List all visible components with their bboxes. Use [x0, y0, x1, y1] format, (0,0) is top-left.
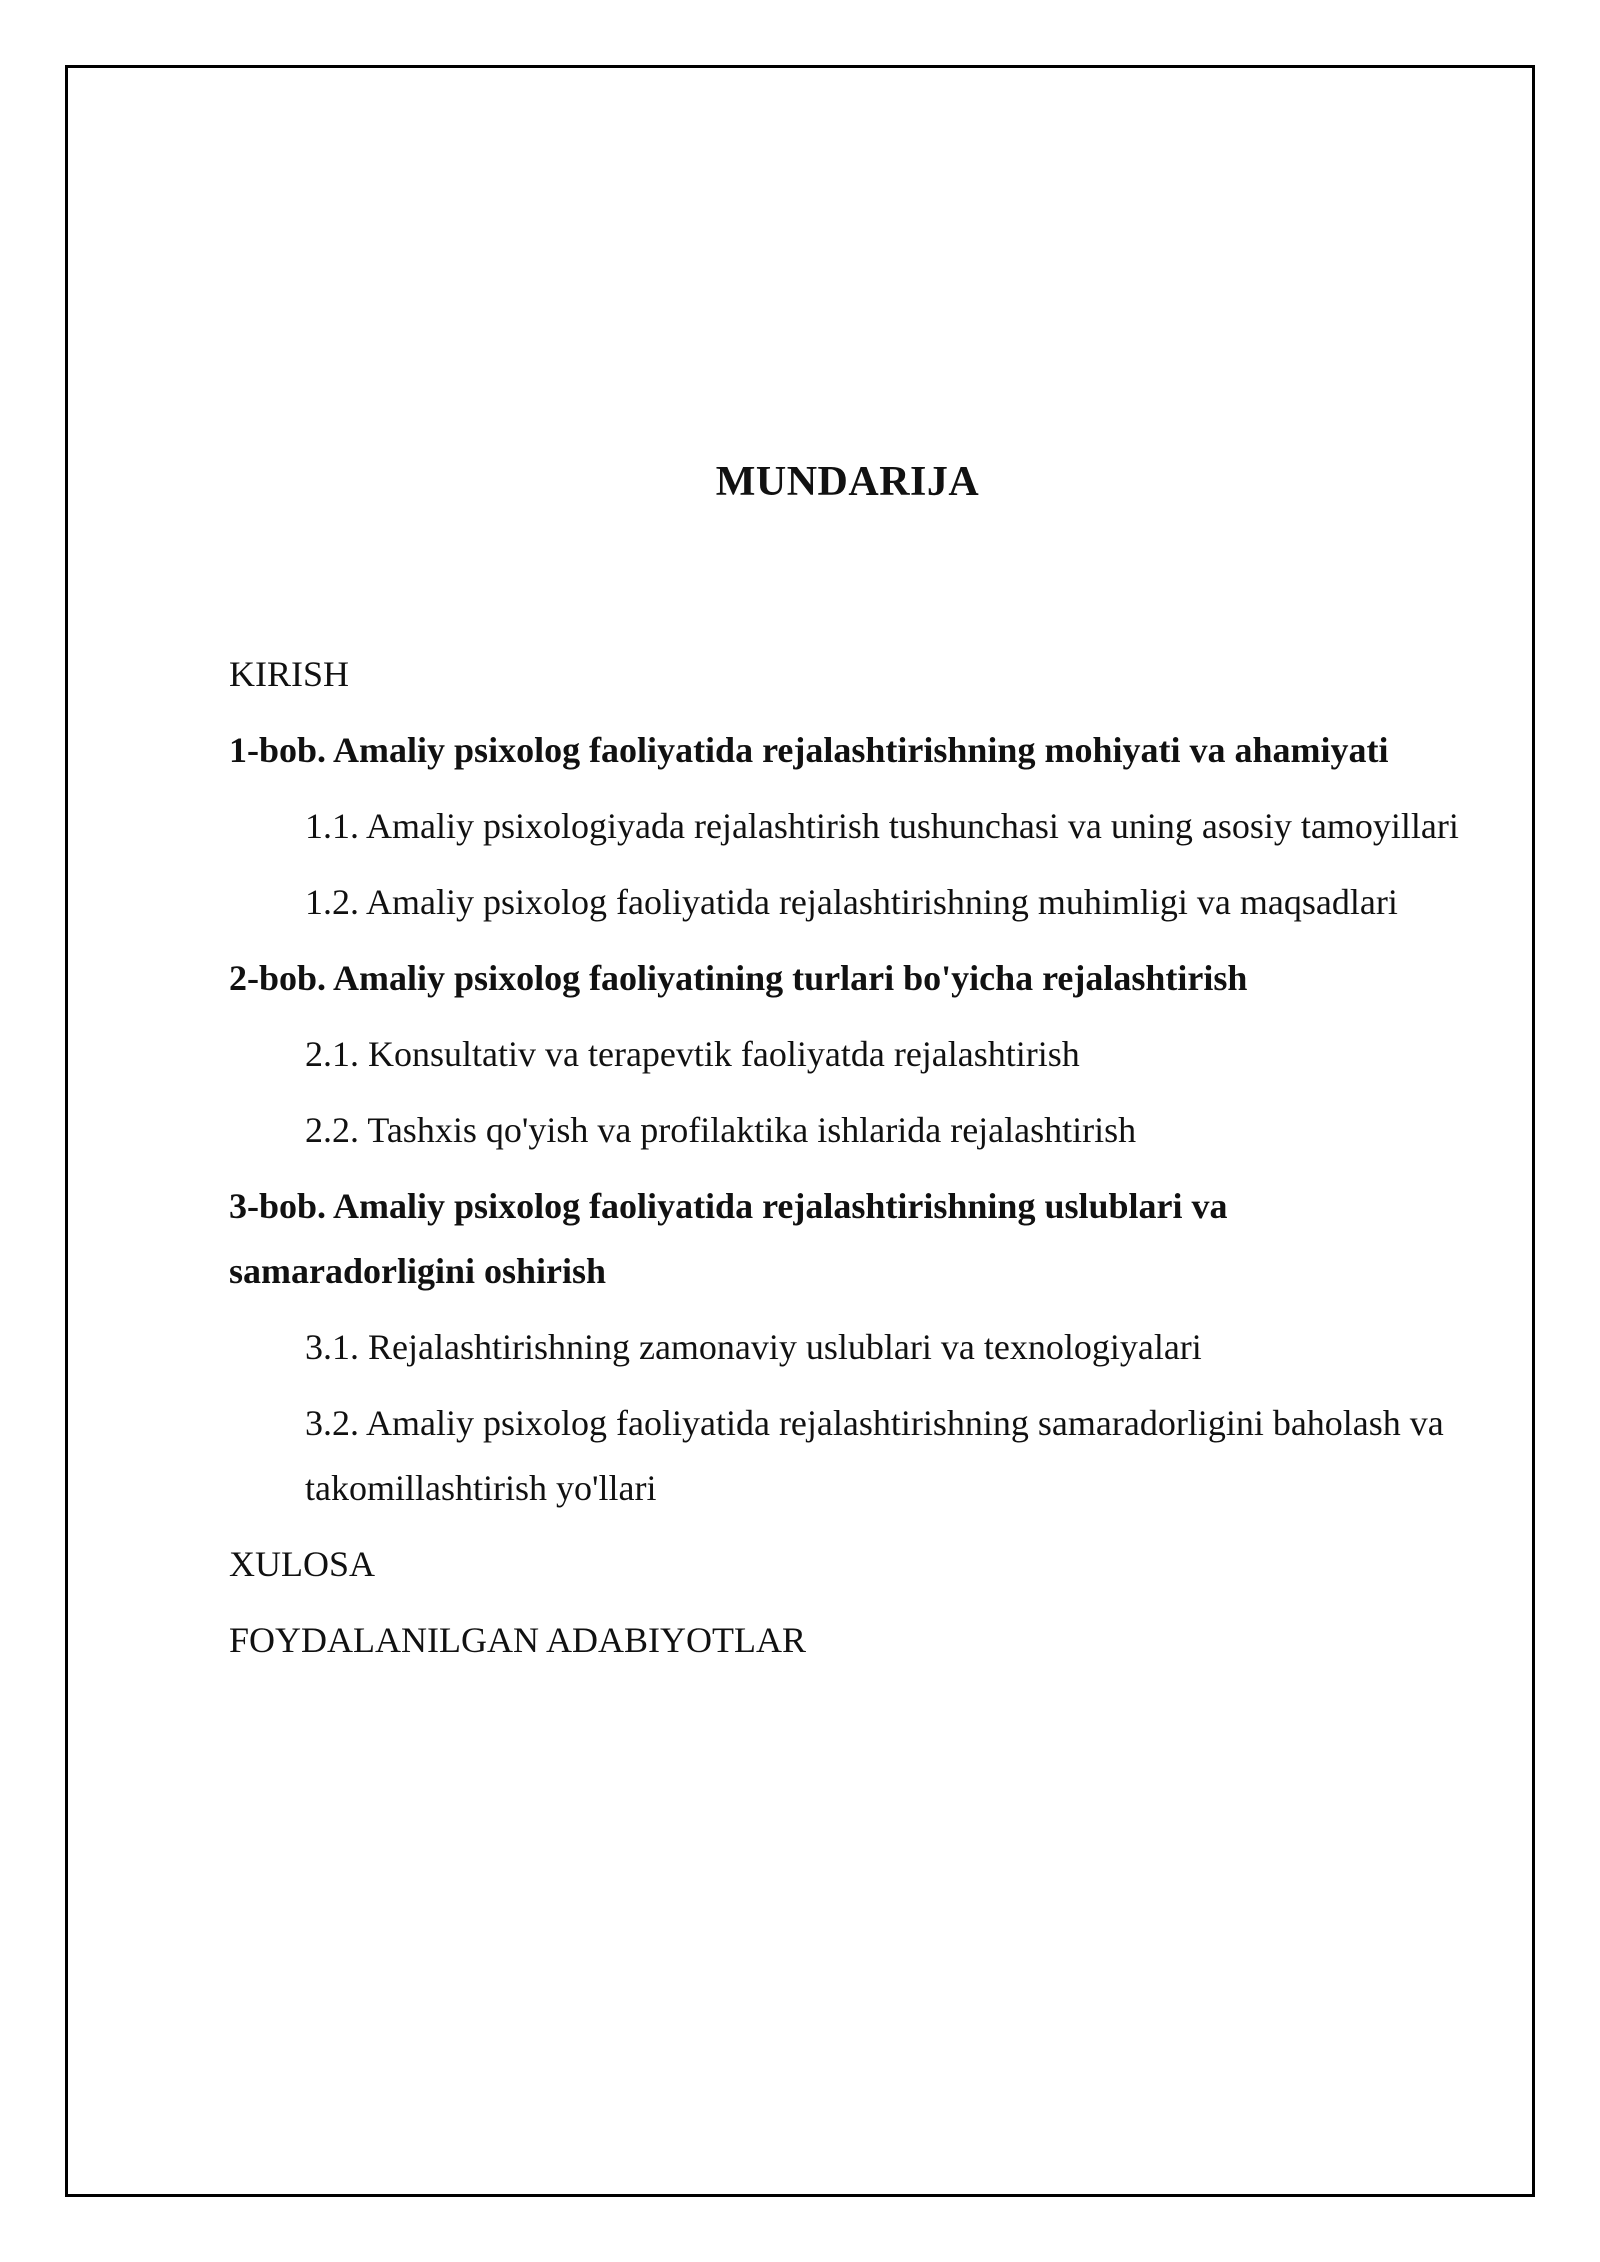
page-title: MUNDARIJA: [715, 459, 980, 505]
toc-chapter-1: 1-bob. Amaliy psixolog faoliyatida rejalashtirishning mohiyati va ahamiyati: [229, 730, 1389, 770]
toc-chapter-2: 2-bob. Amaliy psixolog faoliyatining turlari bo'yicha rejalashtirish: [229, 958, 1248, 998]
toc-section-3-2: 3.2. Amaliy psixolog faoliyatida rejalashtirishning samaradorligini baholash va takomillashtirish yo'llari: [305, 1403, 1444, 1508]
toc-entry-references: FOYDALANILGAN ADABIYOTLAR: [229, 1620, 806, 1660]
table-of-contents: [229, 642, 1479, 1684]
toc-section-1-1: 1.1. Amaliy psixologiyada rejalashtirish tushunchasi va uning asosiy tamoyillari: [305, 806, 1459, 846]
toc-entry-intro: KIRISH: [229, 654, 350, 694]
toc-section-2-2: 2.2. Tashxis qo'yish va profilaktika ishlarida rejalashtirish: [305, 1110, 1137, 1150]
toc-section-3-1: 3.1. Rejalashtirishning zamonaviy uslublari va texnologiyalari: [305, 1327, 1202, 1367]
toc-section-1-2: 1.2. Amaliy psixolog faoliyatida rejalashtirishning muhimligi va maqsadlari: [305, 882, 1398, 922]
toc-entry-conclusion: XULOSA: [229, 1544, 376, 1584]
toc-section-2-1: 2.1. Konsultativ va terapevtik faoliyatda rejalashtirish: [305, 1034, 1080, 1074]
toc-chapter-3: 3-bob. Amaliy psixolog faoliyatida rejalashtirishning uslublari va samaradorligini oshirish: [229, 1186, 1228, 1291]
